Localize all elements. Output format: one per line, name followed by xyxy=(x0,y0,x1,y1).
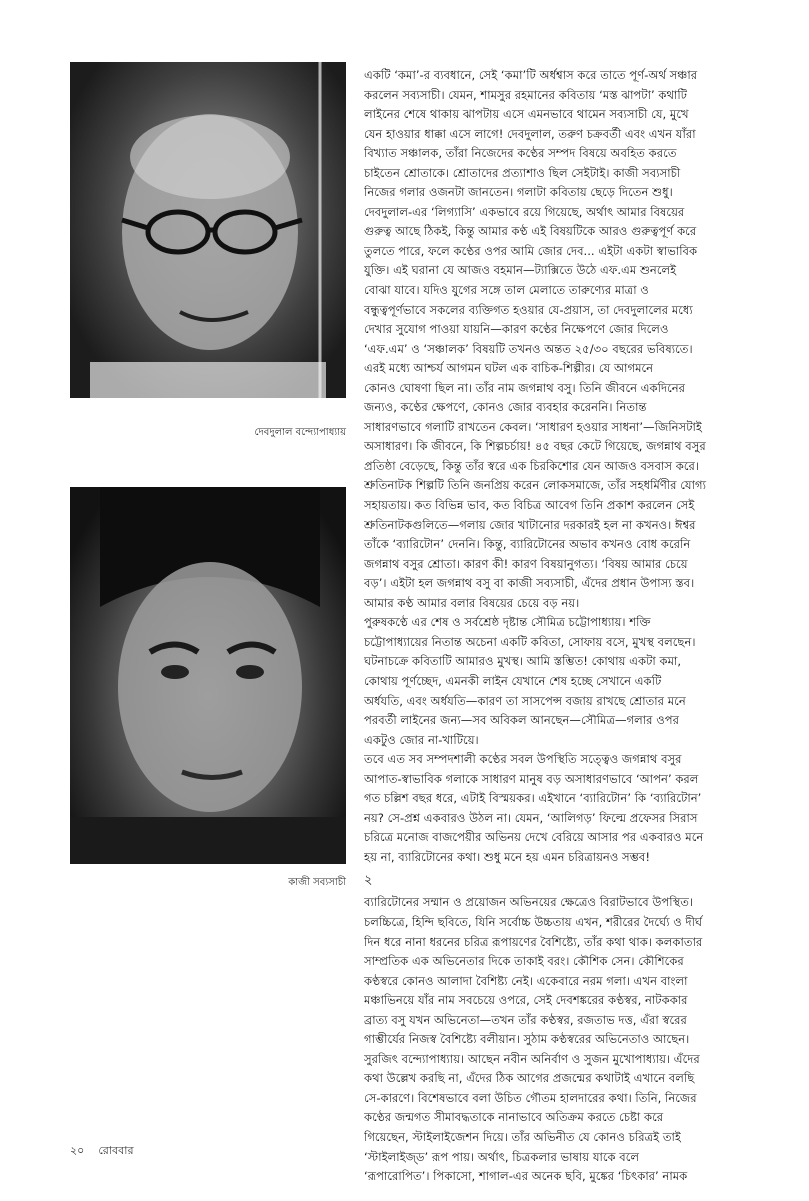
photo-kazi-sabyasachi xyxy=(70,487,346,864)
page-footer xyxy=(70,1142,134,1161)
section-number: ২ xyxy=(364,873,373,889)
article-line: ঘটনাচক্রে কবিতাটি আমারও মুখস্থ। আমি স্তম্ভিত! কোথায় একটা কমা, xyxy=(364,654,682,669)
portrait-illustration-2 xyxy=(70,487,346,864)
article-line: গিয়েছেন, স্টাইলাইজেশন দিয়ে। তাঁর অভিনীত যে কোনও চরিত্রই তাই xyxy=(364,1129,681,1144)
magazine-name: রোববার xyxy=(98,1144,134,1157)
article-line: মঞ্চাভিনয়ে যাঁর নাম সবচেয়ে ওপরে, সেই দেবশঙ্করের কণ্ঠস্বর, নাটককার xyxy=(364,993,688,1008)
article-line: বোঝা যাবে। যদিও যুগের সঙ্গে তাল মেলাতে তারুণ্যের মাত্রা ও xyxy=(364,283,649,298)
article-line: একটি ‘কমা’-র ব্যবধানে, সেই ‘কমা’টি অর্ধশ্বাস করে তাতে পূর্ণ-অর্থ সঞ্চার xyxy=(364,68,698,82)
article-body-part1 xyxy=(364,66,748,867)
article-line: কণ্ঠের জন্মগত সীমাবদ্ধতাকে নানাভাবে অতিক্রম করতে চেষ্টা করে xyxy=(364,1110,664,1125)
article-line: জন্যও, কণ্ঠের ক্ষেপণে, কোনও জোর ব্যবহার করেননি। নিতান্ত xyxy=(364,400,647,415)
article-line: ‘স্টাইলাইজ্‌ড’ রূপ পায়। অর্থাৎ, চিত্রকলার ভাষায় যাকে বলে xyxy=(364,1149,640,1164)
photo-caption-kazi: কাজী সব্যসাচী xyxy=(288,877,346,888)
article-line: কথা উল্লেখ করছি না, এঁদের ঠিক আগের প্রজন্মের কথাটাই এখানে বলছি xyxy=(364,1071,695,1086)
article-line: অসাধারণ। কি জীবনে, কি শিল্পচর্চায়! ৪৫ বছর কেটে গিয়েছে, জগন্নাথ বসুর xyxy=(364,439,706,454)
article-line: প্রতিষ্ঠা বেড়েছে, কিন্তু তাঁর স্বরে এক চিরকিশোর যেন আজও বসবাস করে। xyxy=(364,458,700,473)
article-line: চরিত্রে মনোজ বাজপেয়ীর অভিনয় দেখে বেরিয়ে আসার পর একবারও মনে xyxy=(364,830,704,845)
article-line: কোথায় পূর্ণচ্ছেদ, এমনকী লাইন যেখানে শেষ হচ্ছে সেখানে একটি xyxy=(364,673,662,688)
article-line: চট্টোপাধ্যায়ের নিতান্ত অচেনা একটি কবিতা, সোফায় বসে, মুখস্থ বলছেন। xyxy=(364,634,696,649)
article-line: সহায়তায়। কত বিভিন্ন ভাব, কত বিচিত্র আবেগ তিনি প্রকাশ করলেন সেই xyxy=(364,498,695,513)
article-line: গুরুত্ব আছে ঠিকই, কিন্তু আমার কণ্ঠ এই বিষয়টিকে আরও গুরুত্বপূর্ণ করে xyxy=(364,224,697,239)
photo-caption-debdulal: দেবদুলাল বন্দ্যোপাধ্যায় xyxy=(254,427,346,438)
article-line: সুরজিৎ বন্দ্যোপাধ্যায়। আছেন নবীন অনির্বাণ ও সুজন মুখোপাধ্যায়। এঁদের xyxy=(364,1051,700,1066)
article-line: বিখ্যাত সঞ্চালক, তাঁরা নিজেদের কণ্ঠের সম্পদ বিষয়ে অবহিত করতে xyxy=(364,146,677,161)
portrait-illustration-1 xyxy=(70,62,346,398)
article-line: আপাত-স্বাভাবিক গলাকে সাধারণ মানুষ বড় অসাধারণভাবে ‘আপন’ করল xyxy=(364,771,699,786)
article-line: যেন হাওয়ার ধাক্কা এসে লাগে! দেবদুলাল, তরুণ চক্রবর্তী এবং এখন যাঁরা xyxy=(364,126,696,141)
article-line: এরই মধ্যে আশ্চর্য আগমন ঘটল এক বাচিক-শিল্পীর। যে আগমনে xyxy=(364,361,654,376)
article-line: কোনও ঘোষণা ছিল না। তাঁর নাম জগন্নাথ বসু। তিনি জীবনে একদিনের xyxy=(364,380,686,395)
article-line: নয়? সে-প্রশ্ন একবারও উঠল না। যেমন, ‘আলিগড়’ ফিল্মে প্রফেসর সিরাস xyxy=(364,810,698,825)
page-number: ২০ xyxy=(70,1144,85,1157)
article-line: শ্রুতিনাটক শিল্পটি তিনি জনপ্রিয় করেন লোকসমাজে, তাঁর সহধর্মিণীর যোগ্য xyxy=(364,478,706,493)
article-column xyxy=(364,66,748,1187)
article-line: পরবর্তী লাইনের জন্য—সব অবিকল আনছেন—সৌমিত্র—গলার ওপর xyxy=(364,713,679,728)
article-line: দেবদুলাল-এর ‘লিগ্যাসি’ একভাবে রয়ে গিয়েছে, অর্থাৎ আমার বিষয়ের xyxy=(364,204,685,219)
article-line: দেখার সুযোগ পাওয়া যায়নি—কারণ কণ্ঠের নিক্ষেপণে জোর দিলেও xyxy=(364,322,669,337)
article-line: আমার কণ্ঠ আমার বলার বিষয়ের চেয়ে বড় নয়। xyxy=(364,595,580,610)
article-line: চলচ্চিত্রে, হিন্দি ছবিতে, যিনি সর্বোচ্চ উচ্চতায় এখন, শরীরের দৈর্ঘ্যে ও দীর্ঘ xyxy=(364,914,703,929)
article-line: তুলতে পারে, ফলে কণ্ঠের ওপর আমি জোর দেব... এইটা একটা স্বাভাবিক xyxy=(364,243,698,258)
article-line: নিজের গলার ওজনটা জানতেন। গলাটা কবিতায় ছেড়ে দিতেন শুধু। xyxy=(364,185,673,200)
article-line: হয় না, ব্যারিটোনের কথা। শুধু মনে হয় এমন চরিত্রায়নও সম্ভব! xyxy=(364,849,650,864)
article-line: তাঁকে ‘ব্যারিটোন’ দেননি। কিন্তু, ব্যারিটোনের অভাব কখনও বোধ করেনি xyxy=(364,537,691,552)
article-line: ‘রূপারোপিত’। পিকাসো, শাগাল-এর অনেক ছবি, মুঙ্কের ‘চিৎকার’ নামক xyxy=(364,1169,688,1184)
article-line: সাম্প্রতিক এক অভিনেতার দিকে তাকাই বরং। কৌশিক সেন। কৌশিকের xyxy=(364,954,684,969)
article-line: শ্রুতিনাটকগুলিতে—গলায় জোর খাটানোর দরকারই হল না কখনও। ঈশ্বর xyxy=(364,517,696,532)
article-line: ব্যারিটোনের সম্মান ও প্রয়োজন অভিনয়ের ক্ষেত্রেও বিরাটভাবে উপস্থিত। xyxy=(364,895,694,910)
article-line: বন্ধুত্বপূর্ণভাবে সকলের ব্যক্তিগত হওয়ার যে-প্রয়াস, তা দেবদুলালের মধ্যে xyxy=(364,302,693,317)
article-body-part2 xyxy=(364,893,748,1186)
article-line: অর্ধযতি, এবং অর্ধযতি—কারণ তা সাসপেন্স বজায় রাখছে শ্রোতার মনে xyxy=(364,693,686,708)
photo-debdulal xyxy=(70,62,346,398)
article-line: সে-কারণে। বিশেষভাবে বলা উচিত গৌতম হালদারের কথা। তিনি, নিজের xyxy=(364,1090,697,1105)
article-line: গাম্ভীর্যের নিজস্ব বৈশিষ্ট্যে বলীয়ান। সুঠাম কণ্ঠস্বরের অভিনেতাও আছেন। xyxy=(364,1032,690,1047)
article-line: গত চল্লিশ বছর ধরে, এটাই বিস্ময়কর। এইখানে ‘ব্যারিটোন’ কি ‘ব্যারিটোন’ xyxy=(364,791,702,806)
article-line: যুক্তি। এই ঘরানা যে আজও বহমান—ট্যাক্সিতে উঠে এফ.এম শুনলেই xyxy=(364,263,677,278)
article-line: কণ্ঠস্বরে কোনও আলাদা বৈশিষ্ট্য নেই। একেবারে নরম গলা। এখন বাংলা xyxy=(364,973,688,988)
article-line: জগন্নাথ বসুর শ্রোতা। কারণ কী! কারণ বিষয়ানুগত্য। ‘বিষয় আমার চেয়ে xyxy=(364,556,688,571)
article-line: চাইতেন শ্রোতাকে। শ্রোতাদের প্রত্যাশাও ছিল সেইটাই। কাজী সব্যসাচী xyxy=(364,165,681,180)
article-line: একটুও জোর না-খাটিয়ে। xyxy=(364,732,479,747)
article-line: পুরুষকণ্ঠে এর শেষ ও সর্বশ্রেষ্ঠ দৃষ্টান্ত সৌমিত্র চট্টোপাধ্যায়। শক্তি xyxy=(364,615,651,630)
article-line: বড়’। এইটা হল জগন্নাথ বসু বা কাজী সব্যসাচী, এঁদের প্রধান উপাস্য স্তব। xyxy=(364,576,695,591)
article-line: তবে এত সব সম্পদশালী কণ্ঠের সবল উপস্থিতি সত্ত্বেও জগন্নাথ বসুর xyxy=(364,752,682,767)
article-line: করলেন সব্যসাচী। যেমন, শামসুর রহমানের কবিতায় ‘মস্ত ঝাপটা’ কথাটি xyxy=(364,87,687,102)
article-line: ব্রাত্য বসু যখন অভিনেতা—তখন তাঁর কণ্ঠস্বর, রজতাভ দত্ত, এঁরা স্বরের xyxy=(364,1012,687,1027)
article-line: সাধারণভাবে গলাটি রাখতেন কেবল। ‘সাধারণ হওয়ার সাধনা’—জিনিসটাই xyxy=(364,419,702,434)
article-line: লাইনের শেষে থাকায় ঝাপটায় এসে এমনভাবে থামেন সব্যসাচী যে, মুখে xyxy=(364,107,689,122)
article-line: ‘এফ.এম’ ও ‘সঞ্চালক’ বিষয়টি তখনও অন্তত ২৫/৩০ বছরের ভবিষ্যতে। xyxy=(364,341,693,356)
article-line: দিন ধরে নানা ধরনের চরিত্র রূপায়ণের বৈশিষ্ট্যে, তাঁর কথা থাক। কলকাতার xyxy=(364,934,703,949)
